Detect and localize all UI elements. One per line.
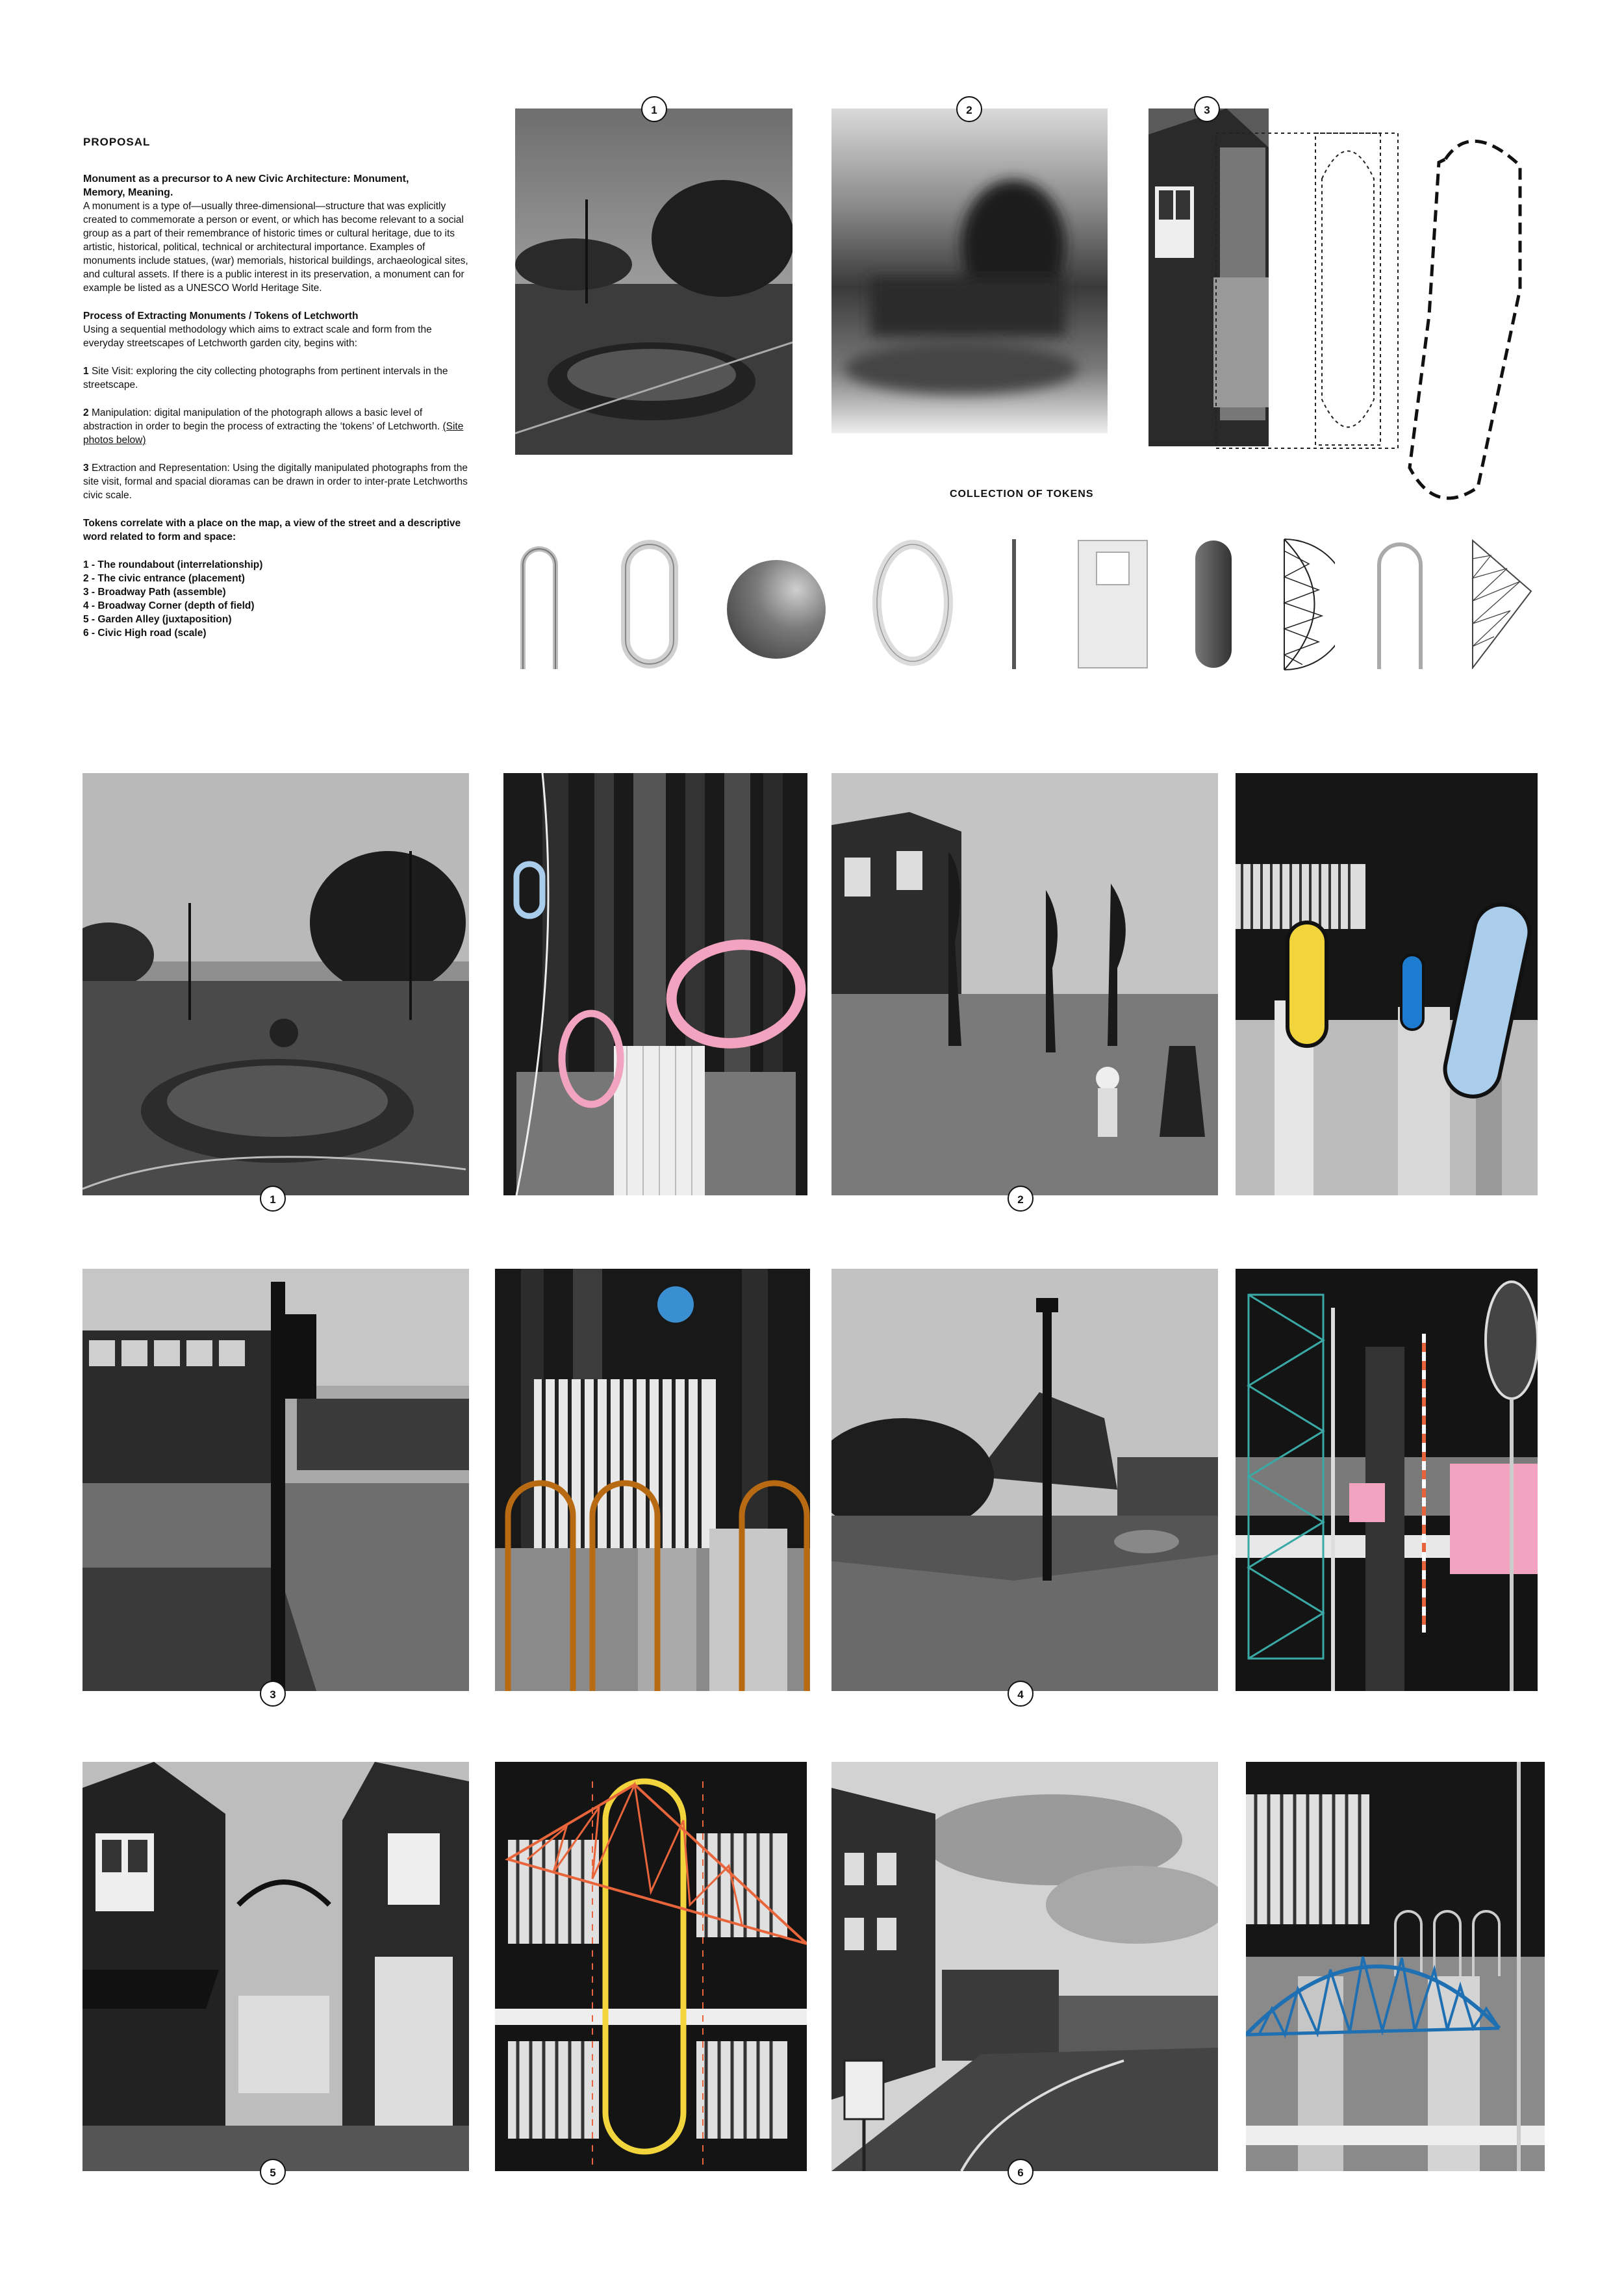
proposal-heading: PROPOSAL bbox=[83, 136, 151, 148]
step-1-text bbox=[83, 364, 473, 392]
token-truss-triangle-icon bbox=[1471, 539, 1533, 669]
token-door-panel-icon bbox=[1077, 539, 1148, 669]
place-item: 6 - Civic High road (scale) bbox=[83, 628, 207, 639]
diorama-4 bbox=[1236, 1269, 1538, 1691]
site-photo-2 bbox=[831, 773, 1218, 1195]
step-1-num: 1 bbox=[83, 366, 89, 377]
row-1-badge: 1 bbox=[260, 1186, 286, 1212]
extracted-token-outlines bbox=[1215, 127, 1533, 520]
step-2-num: 2 bbox=[83, 407, 89, 418]
token-pole-icon bbox=[1010, 539, 1018, 669]
place-item: 1 - The roundabout (interrelationship) bbox=[83, 559, 263, 570]
token-oval-ring-icon bbox=[870, 538, 955, 668]
proposal-title-line1: Monument as a precursor to A new Civic Architecture: Monument, bbox=[83, 173, 409, 184]
collection-of-tokens-label: COLLECTION OF TOKENS bbox=[950, 489, 1094, 500]
diorama-3 bbox=[495, 1269, 810, 1691]
row-2-badge: 2 bbox=[1008, 1186, 1034, 1212]
diorama-2 bbox=[1236, 773, 1538, 1195]
row-3-badge: 3 bbox=[260, 1681, 286, 1707]
step-2-body: Manipulation: digital manipulation of the photograph allows a basic level of abstraction in order to begin the process of extracting the ‘tokens’ of Letchworth. bbox=[83, 407, 440, 432]
process-intro: Using a sequential methodology which aims to extract scale and form from the everyday streetscapes of Letchworth garden city, begins with: bbox=[83, 324, 432, 349]
step-3-num: 3 bbox=[83, 463, 89, 474]
site-photo-6 bbox=[831, 1762, 1218, 2171]
token-truss-half-icon bbox=[1283, 538, 1335, 671]
step-1-badge: 1 bbox=[641, 96, 667, 122]
step-3-badge: 3 bbox=[1194, 96, 1220, 122]
step-1-photo bbox=[515, 108, 793, 455]
place-item: 4 - Broadway Corner (depth of field) bbox=[83, 600, 255, 611]
proposal-title-line2: Memory, Meaning. bbox=[83, 187, 173, 198]
row-4-badge: 4 bbox=[1008, 1681, 1034, 1707]
token-sphere-icon bbox=[724, 557, 828, 661]
token-dark-capsule-icon bbox=[1194, 539, 1233, 669]
step-2-text bbox=[83, 406, 473, 447]
proposal-title bbox=[83, 172, 473, 199]
process-heading: Process of Extracting Monuments / Tokens of Letchworth bbox=[83, 311, 359, 322]
proposal-text bbox=[83, 135, 473, 640]
row-6-badge: 6 bbox=[1008, 2159, 1034, 2185]
monument-definition: A monument is a type of—usually three-dimensional—structure that was explicitly created to commemorate a person or event, or which has become relevant to a social group as a part of their remembrance of historic times or cultural heritage, due to its artistic, historical, political, technical or architectural importance. Examples of monuments include statues, (war) memorials, historical buildings, archaeological sites, and cultural assets. If there is a public interest in its preservation, a monument can for example be listed as a UNESCO World Heritage Site. bbox=[83, 201, 468, 294]
site-photo-4 bbox=[831, 1269, 1218, 1691]
diorama-1 bbox=[503, 773, 807, 1195]
places-list bbox=[83, 558, 473, 640]
token-arch-icon bbox=[516, 539, 562, 669]
step-3-body: Extraction and Representation: Using the digitally manipulated photographs from the site visit, formal and spacial dioramas can be drawn in order to inter-prate Letchworths civic scale. bbox=[83, 463, 468, 501]
diorama-5 bbox=[495, 1762, 807, 2171]
step-3-text bbox=[83, 461, 473, 502]
site-photo-1 bbox=[82, 773, 469, 1195]
token-capsule-ring-icon bbox=[620, 539, 679, 669]
place-item: 2 - The civic entrance (placement) bbox=[83, 573, 245, 584]
site-photo-3 bbox=[82, 1269, 469, 1691]
step-1-body: Site Visit: exploring the city collecting photographs from pertinent intervals in the streetscape. bbox=[83, 366, 448, 390]
site-photo-5 bbox=[82, 1762, 469, 2171]
tokens-heading: Tokens correlate with a place on the map, a view of the street and a descriptive word related to form and space: bbox=[83, 518, 461, 542]
token-thin-arch-icon bbox=[1374, 539, 1426, 669]
site-photos-link[interactable]: (Site photos below) bbox=[83, 421, 464, 446]
diorama-6 bbox=[1246, 1762, 1545, 2171]
place-item: 5 - Garden Alley (juxtaposition) bbox=[83, 614, 232, 625]
step-2-blurred-photo bbox=[831, 108, 1108, 433]
place-item: 3 - Broadway Path (assemble) bbox=[83, 587, 226, 598]
step-2-badge: 2 bbox=[956, 96, 982, 122]
row-5-badge: 5 bbox=[260, 2159, 286, 2185]
